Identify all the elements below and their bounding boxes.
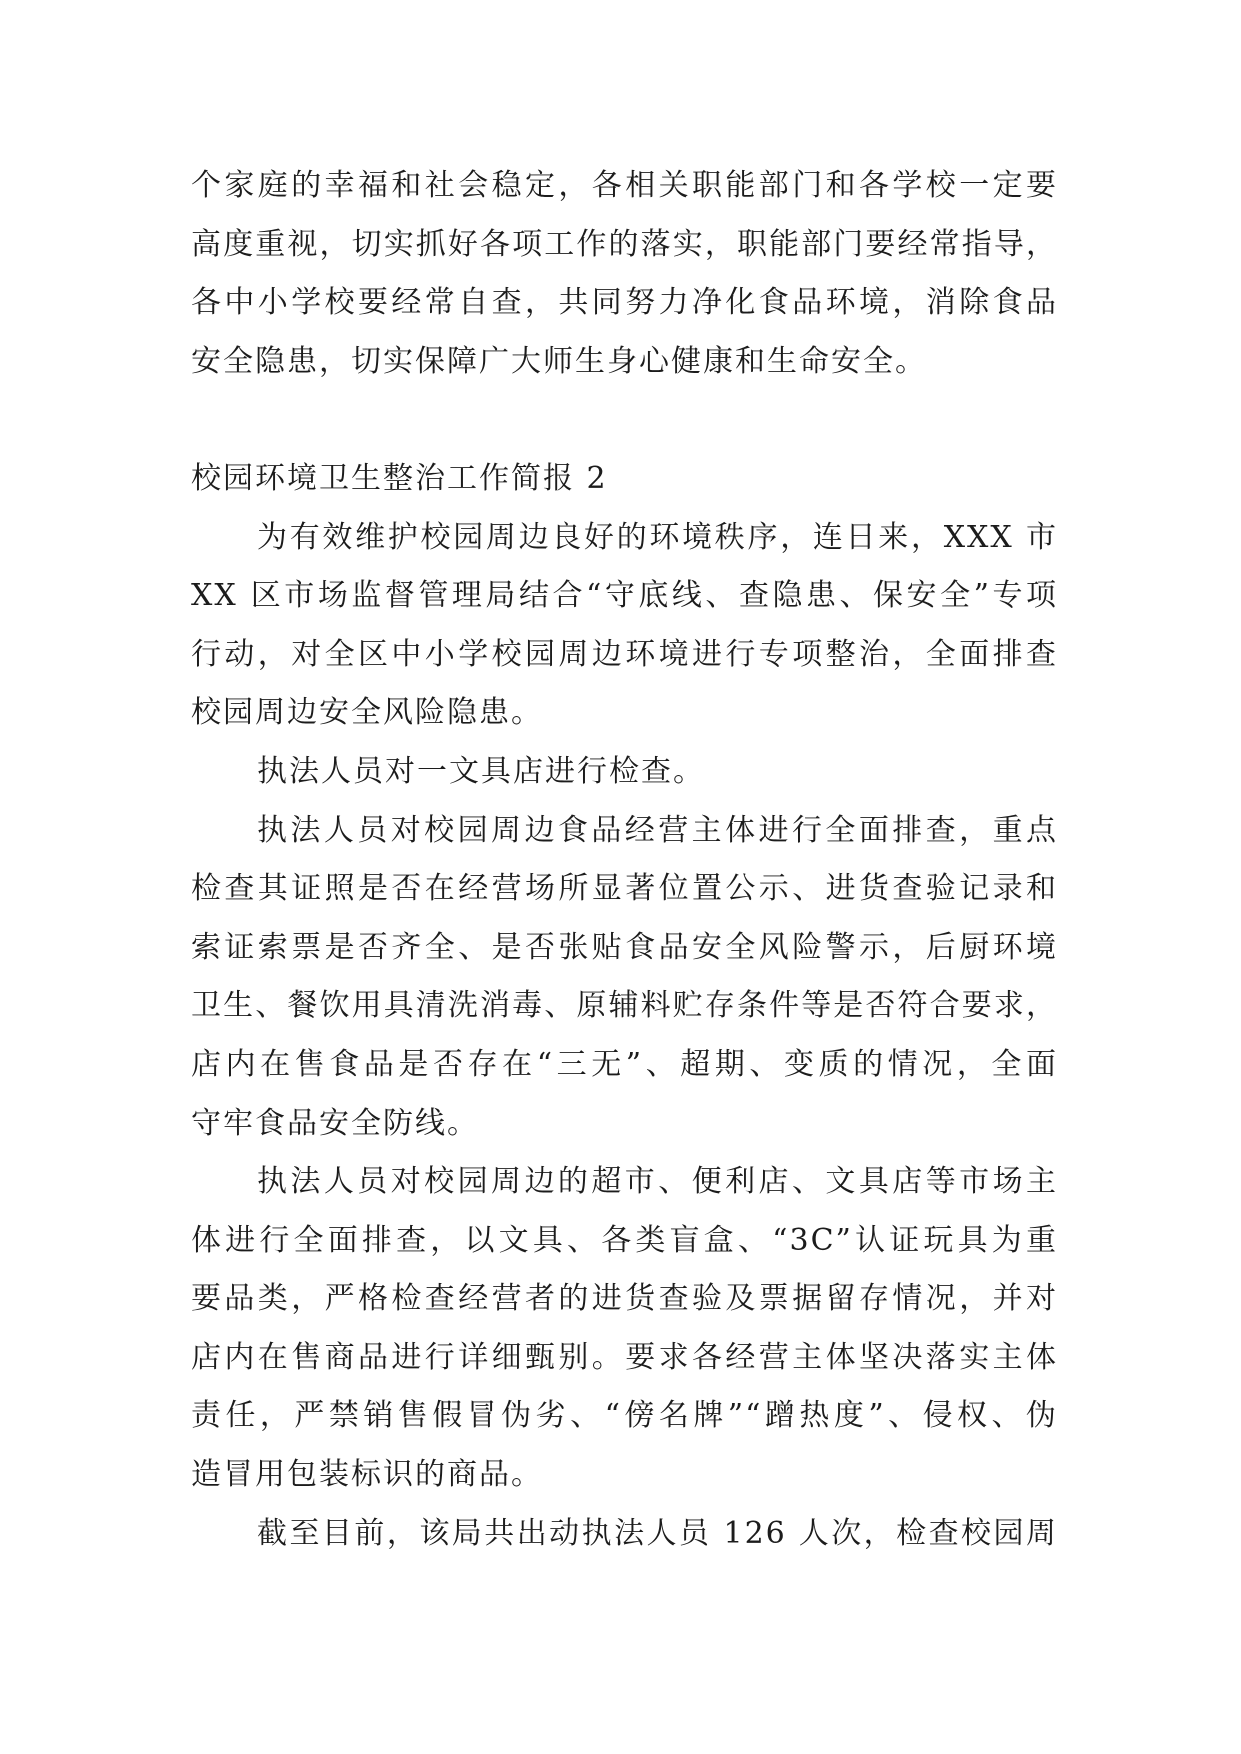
text-line: 校园周边安全风险隐患。 — [191, 695, 543, 731]
intro-paragraph — [191, 157, 1058, 391]
section-heading: 校园环境卫生整治工作简报 2 — [191, 460, 608, 496]
text-line: 执法人员对一文具店进行检查。 — [257, 753, 705, 789]
text-line: 为有效维护校园周边良好的环境秩序，连日来，XXX 市 — [257, 519, 1058, 555]
paragraph — [191, 802, 1058, 1154]
text-line: 安全隐患，切实保障广大师生身心健康和生命安全。 — [191, 343, 927, 379]
text-line: 高度重视，切实抓好各项工作的落实，职能部门要经常指导， — [191, 226, 1058, 262]
text-line: 执法人员对校园周边的超市、便利店、文具店等市场主 — [257, 1164, 1058, 1200]
text-line: 店内在售商品进行详细甄别。要求各经营主体坚决落实主体 — [191, 1339, 1058, 1375]
text-line: 执法人员对校园周边食品经营主体进行全面排查，重点 — [257, 812, 1058, 848]
text-line: 各中小学校要经常自查，共同努力净化食品环境，消除食品 — [191, 285, 1058, 321]
text-line: 行动，对全区中小学校园周边环境进行专项整治，全面排查 — [191, 636, 1058, 672]
text-line: 造冒用包装标识的商品。 — [191, 1457, 543, 1493]
text-line: 责任，严禁销售假冒伪劣、“傍名牌”“蹭热度”、侵权、伪 — [191, 1398, 1058, 1434]
blank-line — [191, 391, 1058, 450]
text-line: 个家庭的幸福和社会稳定，各相关职能部门和各学校一定要 — [191, 168, 1058, 203]
text-line: 索证索票是否齐全、是否张贴食品安全风险警示，后厨环境 — [191, 929, 1058, 965]
text-line: 卫生、餐饮用具清洗消毒、原辅料贮存条件等是否符合要求， — [191, 988, 1058, 1024]
text-line: XX 区市场监督管理局结合“守底线、查隐患、保安全”专项 — [191, 578, 1058, 614]
document-body — [191, 157, 1058, 1563]
text-line: 要品类，严格检查经营者的进货查验及票据留存情况，并对 — [191, 1281, 1058, 1317]
text-line: 守牢食品安全防线。 — [191, 1105, 479, 1141]
text-line: 店内在售食品是否存在“三无”、超期、变质的情况，全面 — [191, 1046, 1058, 1082]
paragraph — [191, 1153, 1058, 1505]
paragraph — [191, 509, 1058, 743]
text-line: 体进行全面排查，以文具、各类盲盒、“3C”认证玩具为重 — [191, 1222, 1058, 1258]
text-line: 检查其证照是否在经营场所显著位置公示、进货查验记录和 — [191, 871, 1058, 907]
paragraph — [191, 1505, 1058, 1564]
paragraph — [191, 743, 1058, 802]
text-line: 截至目前，该局共出动执法人员 126 人次，检查校园周 — [257, 1515, 1058, 1551]
